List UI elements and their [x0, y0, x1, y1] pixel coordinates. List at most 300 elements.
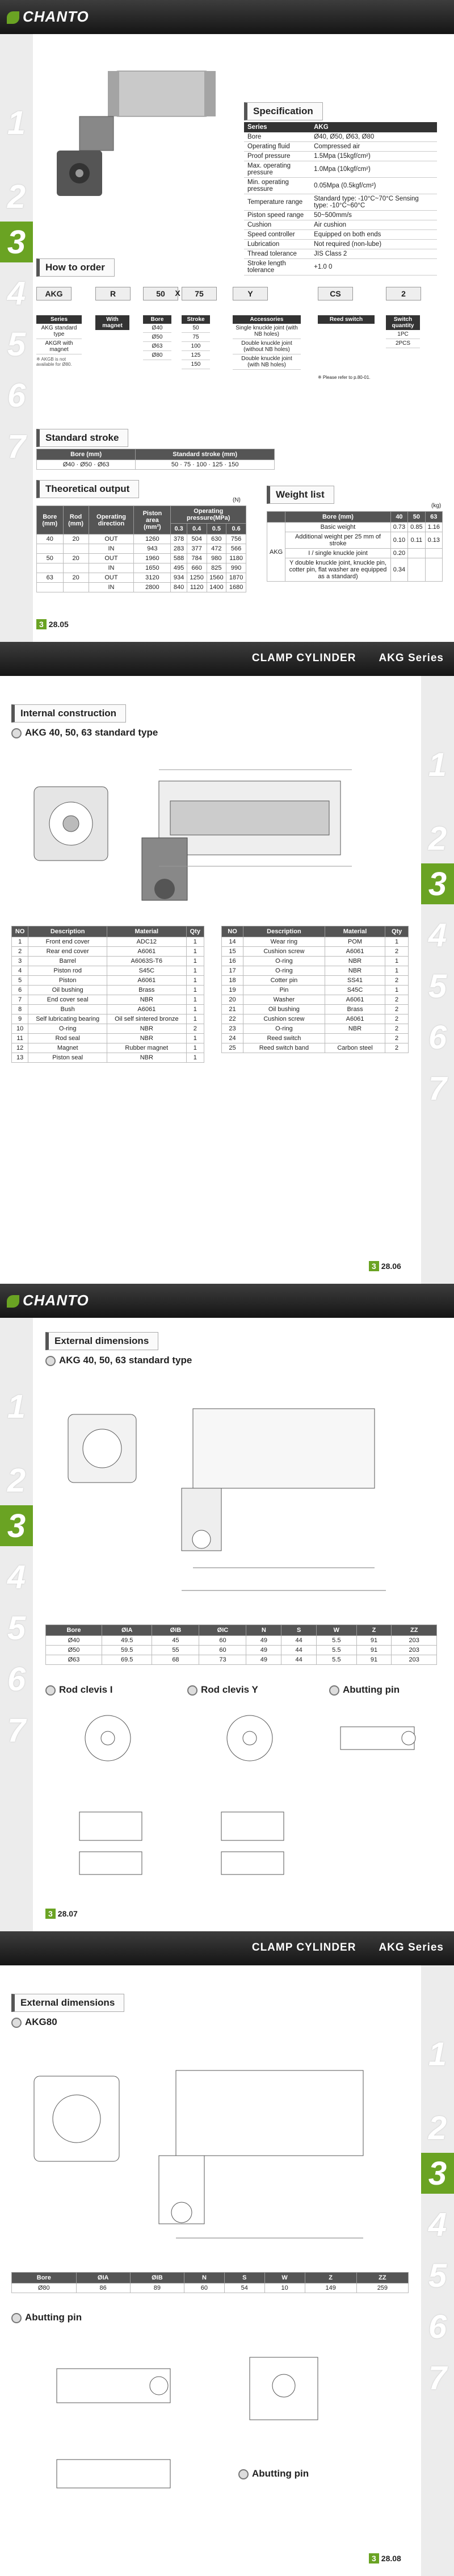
- spec-title: Specification: [244, 102, 323, 120]
- dims-head: N: [184, 2273, 225, 2283]
- dims-head: W: [264, 2273, 305, 2283]
- output-head: Operating direction: [89, 506, 134, 535]
- parts-cell: 1: [186, 976, 204, 986]
- order-series-item: AKG standard type: [36, 324, 82, 339]
- output-cell: OUT: [89, 535, 134, 544]
- parts-cell: 10: [12, 1024, 28, 1034]
- output-cell: 1400: [207, 583, 226, 592]
- parts-cell: 3: [12, 957, 28, 966]
- output-cell: 20: [63, 554, 89, 563]
- dims-head: ZZ: [356, 2273, 408, 2283]
- page-number: 3 28.05: [36, 619, 69, 629]
- weight-row: [267, 558, 443, 582]
- parts-cell: O-ring: [28, 1024, 107, 1034]
- chapter-6[interactable]: 6: [428, 2308, 447, 2345]
- chapter-5[interactable]: 5: [7, 1609, 26, 1647]
- order-accessories: [233, 315, 301, 370]
- dims-cell: 60: [184, 2283, 225, 2293]
- parts-cell: 25: [222, 1043, 243, 1053]
- weight-cell: [425, 558, 442, 582]
- spec-head-value: AKG: [310, 122, 437, 132]
- spec-row: [244, 259, 437, 275]
- brand-logo: CHANTO: [7, 1292, 89, 1309]
- parts-row: [12, 986, 204, 995]
- output-unit: (N): [233, 497, 241, 503]
- dims-head: Z: [356, 1625, 392, 1636]
- parts-cell: 23: [222, 1024, 243, 1034]
- rod-clevis-i-title: Rod clevis I: [45, 1684, 112, 1696]
- product-photo: [45, 54, 227, 230]
- order-switch-head: Reed switch: [318, 315, 375, 324]
- header-bar: [0, 1931, 454, 1965]
- dims-cell: 44: [281, 1655, 317, 1665]
- weight-head: [267, 512, 285, 523]
- dims-table: [45, 1625, 437, 1665]
- parts-head: Material: [107, 926, 187, 937]
- parts-cell: NBR: [325, 1024, 385, 1034]
- spec-cell: Not required (non-lube): [310, 240, 437, 249]
- brand-bar: [0, 0, 454, 34]
- output-cell: [63, 563, 89, 573]
- order-item: Ø40: [143, 324, 171, 333]
- spec-row: [244, 230, 437, 240]
- spec-cell: Compressed air: [310, 142, 437, 152]
- parts-cell: 21: [222, 1005, 243, 1014]
- spec-row: [244, 132, 437, 142]
- parts-cell: Reed switch band: [243, 1043, 325, 1053]
- parts-cell: 2: [385, 976, 409, 986]
- chapter-3[interactable]: 3: [421, 2153, 454, 2194]
- weight-head: 63: [425, 512, 442, 523]
- parts-head: Qty: [186, 926, 204, 937]
- parts-cell: 1: [385, 937, 409, 947]
- parts-cell: A6061: [107, 976, 187, 986]
- parts-head: NO: [12, 926, 28, 937]
- parts-row: [12, 976, 204, 986]
- spec-cell: Speed controller: [244, 230, 310, 240]
- chapter-1[interactable]: 1: [428, 746, 447, 783]
- chapter-1[interactable]: 1: [428, 2035, 447, 2073]
- bullet-icon: [45, 1685, 56, 1696]
- chapter-7[interactable]: 7: [428, 1070, 447, 1107]
- parts-cell: 2: [186, 1024, 204, 1034]
- parts-cell: Oil bushing: [28, 986, 107, 995]
- parts-cell: Rear end cover: [28, 947, 107, 957]
- header-series: AKG Series: [379, 1942, 444, 1953]
- parts-row: [12, 1053, 204, 1063]
- spec-cell: Operating fluid: [244, 142, 310, 152]
- parts-row: [12, 937, 204, 947]
- output-cell: 378: [171, 535, 187, 544]
- parts-cell: 1: [186, 1014, 204, 1024]
- order-magnet-head: With magnet: [95, 315, 129, 330]
- parts-cell: 24: [222, 1034, 243, 1043]
- output-cell: 1260: [134, 535, 171, 544]
- order-item: 50: [182, 324, 210, 333]
- page-number: 3 28.08: [369, 2553, 401, 2564]
- weight-head: 40: [390, 512, 407, 523]
- bullet-icon: [45, 1356, 56, 1366]
- output-cell: 934: [171, 573, 187, 583]
- stroke-head-stroke: Standard stroke (mm): [136, 449, 275, 460]
- output-row: [37, 563, 246, 573]
- output-row: [37, 535, 246, 544]
- chapter-7[interactable]: 7: [7, 1711, 26, 1749]
- parts-cell: 19: [222, 986, 243, 995]
- chapter-6[interactable]: 6: [428, 1018, 447, 1056]
- header-title: CLAMP CYLINDER: [251, 652, 356, 664]
- parts-row: [12, 1034, 204, 1043]
- parts-head: Description: [243, 926, 325, 937]
- weight-cell: Additional weight per 25 mm of stroke: [285, 532, 391, 549]
- parts-cell: [325, 1034, 385, 1043]
- output-cell: 1650: [134, 563, 171, 573]
- stroke-cell-stroke: 50 · 75 · 100 · 125 · 150: [136, 460, 275, 470]
- chapter-6[interactable]: 6: [7, 377, 26, 414]
- spec-cell: 0.05Mpa (0.5kgf/cm²): [310, 178, 437, 194]
- output-cell: [37, 563, 64, 573]
- dims-table: [11, 2272, 409, 2293]
- output-cell: 756: [226, 535, 246, 544]
- parts-cell: Wear ring: [243, 937, 325, 947]
- parts-cell: A6061: [107, 1005, 187, 1014]
- spec-cell: Standard type: -10°C~70°C Sensing type: -10°C~60°C: [310, 194, 437, 211]
- chapter-sidebar: [0, 1318, 33, 1931]
- parts-cell: 1: [186, 1053, 204, 1063]
- parts-cell: Oil self sintered bronze: [107, 1014, 187, 1024]
- order-item: 125: [182, 351, 210, 360]
- spec-cell: Min. operating pressure: [244, 178, 310, 194]
- logo-icon: [7, 11, 19, 24]
- order-item: 100: [182, 342, 210, 351]
- abutting-pin-title: Abutting pin: [11, 2312, 82, 2323]
- rod-clevis-i-drawing: [45, 1704, 176, 1892]
- output-title: Theoretical output: [36, 480, 139, 498]
- dims-head: S: [281, 1625, 317, 1636]
- chapter-2[interactable]: 2: [428, 2109, 447, 2147]
- brand-logo: CHANTO: [7, 8, 89, 26]
- parts-cell: 11: [12, 1034, 28, 1043]
- parts-row: [222, 1024, 409, 1034]
- parts-cell: NBR: [325, 966, 385, 976]
- order-item: Ø63: [143, 342, 171, 351]
- parts-cell: 2: [385, 1014, 409, 1024]
- parts-row: [222, 937, 409, 947]
- chapter-7[interactable]: 7: [428, 2359, 447, 2397]
- dims-cell: 203: [392, 1655, 437, 1665]
- abutting-pin-drawing: [329, 1704, 437, 1784]
- weight-cell: [408, 558, 425, 582]
- chapter-2[interactable]: 2: [428, 820, 447, 857]
- order-acc-head: Accessories: [233, 315, 301, 324]
- dims-cell: 73: [199, 1655, 246, 1665]
- dims-cell: 55: [152, 1646, 199, 1655]
- chapter-7[interactable]: 7: [7, 428, 26, 465]
- weight-title: Weight list: [267, 486, 334, 504]
- output-cell: 1960: [134, 554, 171, 563]
- parts-cell: 2: [385, 1034, 409, 1043]
- chapter-6[interactable]: 6: [7, 1660, 26, 1698]
- output-row: [37, 554, 246, 563]
- spec-cell: Stroke length tolerance: [244, 259, 310, 275]
- parts-cell: 9: [12, 1014, 28, 1024]
- dims-cell: 60: [199, 1636, 246, 1646]
- order-item: Ø50: [143, 333, 171, 342]
- output-cell: 504: [187, 535, 207, 544]
- abutting-pin-drawing: [34, 2335, 386, 2522]
- parts-cell: Barrel: [28, 957, 107, 966]
- output-pressure: 0.4: [187, 524, 207, 535]
- output-cell: 1250: [187, 573, 207, 583]
- dims-cell: Ø63: [46, 1655, 102, 1665]
- dims-head: ØIB: [152, 1625, 199, 1636]
- dims-row: [46, 1636, 437, 1646]
- parts-row: [222, 995, 409, 1005]
- output-row: [37, 583, 246, 592]
- output-cell: 840: [171, 583, 187, 592]
- bullet-icon: [11, 2018, 22, 2028]
- bullet-icon: [187, 1685, 197, 1696]
- output-cell: 588: [171, 554, 187, 563]
- parts-cell: Piston rod: [28, 966, 107, 976]
- weight-unit: (kg): [431, 503, 442, 509]
- parts-cell: NBR: [107, 995, 187, 1005]
- chapter-5[interactable]: 5: [7, 325, 26, 363]
- dims-cell: 91: [356, 1636, 392, 1646]
- output-cell: 660: [187, 563, 207, 573]
- spec-row: [244, 178, 437, 194]
- dims-cell: 5.5: [317, 1646, 357, 1655]
- spec-cell: Proof pressure: [244, 152, 310, 161]
- order-code: 50: [143, 287, 178, 300]
- standard-stroke-table: [36, 449, 275, 470]
- output-cell: OUT: [89, 554, 134, 563]
- output-cell: 1870: [226, 573, 246, 583]
- parts-cell: 13: [12, 1053, 28, 1063]
- dims-head: ØIA: [76, 2273, 130, 2283]
- chapter-1[interactable]: 1: [7, 104, 26, 141]
- parts-cell: Carbon steel: [325, 1043, 385, 1053]
- parts-cell: POM: [325, 937, 385, 947]
- parts-cell: 1: [186, 937, 204, 947]
- output-cell: 495: [171, 563, 187, 573]
- spec-row: [244, 161, 437, 178]
- order-code: CS: [318, 287, 353, 300]
- order-code: Y: [233, 287, 268, 300]
- parts-cell: 4: [12, 966, 28, 976]
- parts-row: [12, 1014, 204, 1024]
- theoretical-output-table: [36, 506, 246, 592]
- weight-cell: 0.11: [408, 532, 425, 549]
- output-cell: 20: [63, 573, 89, 583]
- spec-cell: 50~500mm/s: [310, 211, 437, 220]
- parts-cell: Reed switch: [243, 1034, 325, 1043]
- subtitle: AKG 40, 50, 63 standard type: [11, 727, 158, 738]
- parts-cell: 14: [222, 937, 243, 947]
- order-qty-item: 2PCS: [386, 339, 420, 348]
- order-reed-switch: [318, 315, 375, 380]
- parts-row: [222, 1043, 409, 1053]
- parts-cell: Piston seal: [28, 1053, 107, 1063]
- chapter-5[interactable]: 5: [428, 967, 447, 1005]
- parts-cell: 5: [12, 976, 28, 986]
- output-cell: 377: [187, 544, 207, 554]
- order-qty-item: 1PC: [386, 330, 420, 339]
- output-cell: OUT: [89, 573, 134, 583]
- dims-cell: 69.5: [102, 1655, 152, 1665]
- parts-cell: A6061: [325, 1014, 385, 1024]
- output-cell: 943: [134, 544, 171, 554]
- parts-row: [222, 1005, 409, 1014]
- weight-row: [267, 532, 443, 549]
- bullet-icon: [329, 1685, 339, 1696]
- parts-cell: Brass: [107, 986, 187, 995]
- parts-head: Description: [28, 926, 107, 937]
- weight-series: AKG: [267, 523, 285, 582]
- parts-cell: 1: [385, 986, 409, 995]
- weight-cell: 0.20: [390, 549, 407, 558]
- output-cell: 1120: [187, 583, 207, 592]
- dims-head: Bore: [46, 1625, 102, 1636]
- spec-row: [244, 240, 437, 249]
- chapter-4[interactable]: 4: [7, 274, 26, 312]
- chapter-3[interactable]: 3: [0, 1505, 33, 1546]
- dims-cell: 91: [356, 1646, 392, 1655]
- parts-cell: End cover seal: [28, 995, 107, 1005]
- weight-cell: Y double knuckle joint, knuckle pin, cotter pin, flat washer are equipped as a standard): [285, 558, 391, 582]
- spec-cell: Ø40, Ø50, Ø63, Ø80: [310, 132, 437, 142]
- weight-table: [267, 511, 443, 582]
- dims-cell: 49: [246, 1646, 281, 1655]
- output-pressure: 0.5: [207, 524, 226, 535]
- weight-cell: 1.16: [425, 523, 442, 532]
- stroke-head-bore: Bore (mm): [37, 449, 136, 460]
- parts-cell: 6: [12, 986, 28, 995]
- dims-cell: 203: [392, 1636, 437, 1646]
- dims-cell: 44: [281, 1636, 317, 1646]
- weight-cell: 0.34: [390, 558, 407, 582]
- parts-cell: A6061: [325, 995, 385, 1005]
- parts-table-right: [221, 926, 409, 1053]
- dims-cell: 5.5: [317, 1636, 357, 1646]
- dims-cell: 10: [264, 2283, 305, 2293]
- parts-cell: 2: [12, 947, 28, 957]
- chapter-4[interactable]: 4: [428, 916, 447, 954]
- dims-cell: 89: [130, 2283, 184, 2293]
- header-titles: [229, 652, 444, 665]
- dims-cell: 86: [76, 2283, 130, 2293]
- parts-cell: S45C: [107, 966, 187, 976]
- parts-row: [12, 966, 204, 976]
- parts-cell: O-ring: [243, 957, 325, 966]
- page-28-07: [0, 1284, 454, 1931]
- spec-cell: Bore: [244, 132, 310, 142]
- parts-cell: Pin: [243, 986, 325, 995]
- parts-head: NO: [222, 926, 243, 937]
- chapter-4[interactable]: 4: [428, 2206, 447, 2243]
- parts-cell: S45C: [325, 986, 385, 995]
- output-cell: 630: [207, 535, 226, 544]
- parts-row: [222, 1014, 409, 1024]
- order-magnet: [95, 315, 129, 330]
- chapter-2[interactable]: 2: [7, 178, 26, 215]
- output-row: [37, 544, 246, 554]
- parts-cell: Rod seal: [28, 1034, 107, 1043]
- spec-cell: +1.0 0: [310, 259, 437, 275]
- dims-cell: 45: [152, 1636, 199, 1646]
- parts-cell: Self lubricating bearing: [28, 1014, 107, 1024]
- parts-cell: NBR: [107, 1024, 187, 1034]
- bullet-icon: [238, 2469, 249, 2479]
- parts-cell: NBR: [107, 1034, 187, 1043]
- parts-cell: Front end cover: [28, 937, 107, 947]
- page-number: 3 28.06: [369, 1261, 401, 1271]
- spec-cell: 1.0Mpa (10kgf/cm²): [310, 161, 437, 178]
- parts-cell: 18: [222, 976, 243, 986]
- weight-cell: 0.73: [390, 523, 407, 532]
- chapter-5[interactable]: 5: [428, 2257, 447, 2294]
- weight-head: 50: [408, 512, 425, 523]
- order-item: Single knuckle joint (with NB holes): [233, 324, 301, 339]
- output-pressure: 0.3: [171, 524, 187, 535]
- dims-head: Bore: [12, 2273, 77, 2283]
- page-number: 3 28.07: [45, 1909, 78, 1919]
- dims-cell: 59.5: [102, 1646, 152, 1655]
- order-code: 2: [386, 287, 421, 300]
- bullet-icon: [11, 728, 22, 738]
- parts-cell: 8: [12, 1005, 28, 1014]
- order-series: [36, 315, 82, 367]
- dims-cell: 44: [281, 1646, 317, 1655]
- header-titles: [229, 1942, 444, 1954]
- section-title: External dimensions: [45, 1332, 158, 1350]
- spec-row: [244, 194, 437, 211]
- weight-cell: 0.85: [408, 523, 425, 532]
- logo-icon: [7, 1295, 19, 1308]
- akg80-dimensions-drawing: [11, 2036, 409, 2258]
- chapter-2[interactable]: 2: [7, 1462, 26, 1499]
- chapter-4[interactable]: 4: [7, 1558, 26, 1596]
- chapter-1[interactable]: 1: [7, 1388, 26, 1425]
- chapter-3[interactable]: 3: [421, 863, 454, 904]
- output-cell: 20: [63, 535, 89, 544]
- parts-cell: Cushion screw: [243, 947, 325, 957]
- parts-cell: Cotter pin: [243, 976, 325, 986]
- parts-cell: 12: [12, 1043, 28, 1053]
- dims-cell: 259: [356, 2283, 408, 2293]
- dims-row: [46, 1655, 437, 1665]
- dims-head: ZZ: [392, 1625, 437, 1636]
- order-code: 75: [182, 287, 217, 300]
- output-cell: 63: [37, 573, 64, 583]
- chapter-3[interactable]: 3: [0, 222, 33, 262]
- parts-cell: 7: [12, 995, 28, 1005]
- dims-cell: Ø50: [46, 1646, 102, 1655]
- spec-table: [244, 122, 437, 275]
- output-cell: 40: [37, 535, 64, 544]
- chapter-sidebar: [0, 34, 33, 642]
- parts-row: [222, 957, 409, 966]
- dims-head: W: [317, 1625, 357, 1636]
- abutting-pin-title: Abutting pin: [329, 1684, 400, 1696]
- parts-row: [12, 1024, 204, 1034]
- parts-cell: ADC12: [107, 937, 187, 947]
- bullet-icon: [11, 2313, 22, 2323]
- rod-clevis-y-drawing: [187, 1704, 318, 1892]
- output-cell: 283: [171, 544, 187, 554]
- page-28-08: [0, 1931, 454, 2576]
- order-series-head: Series: [36, 315, 82, 324]
